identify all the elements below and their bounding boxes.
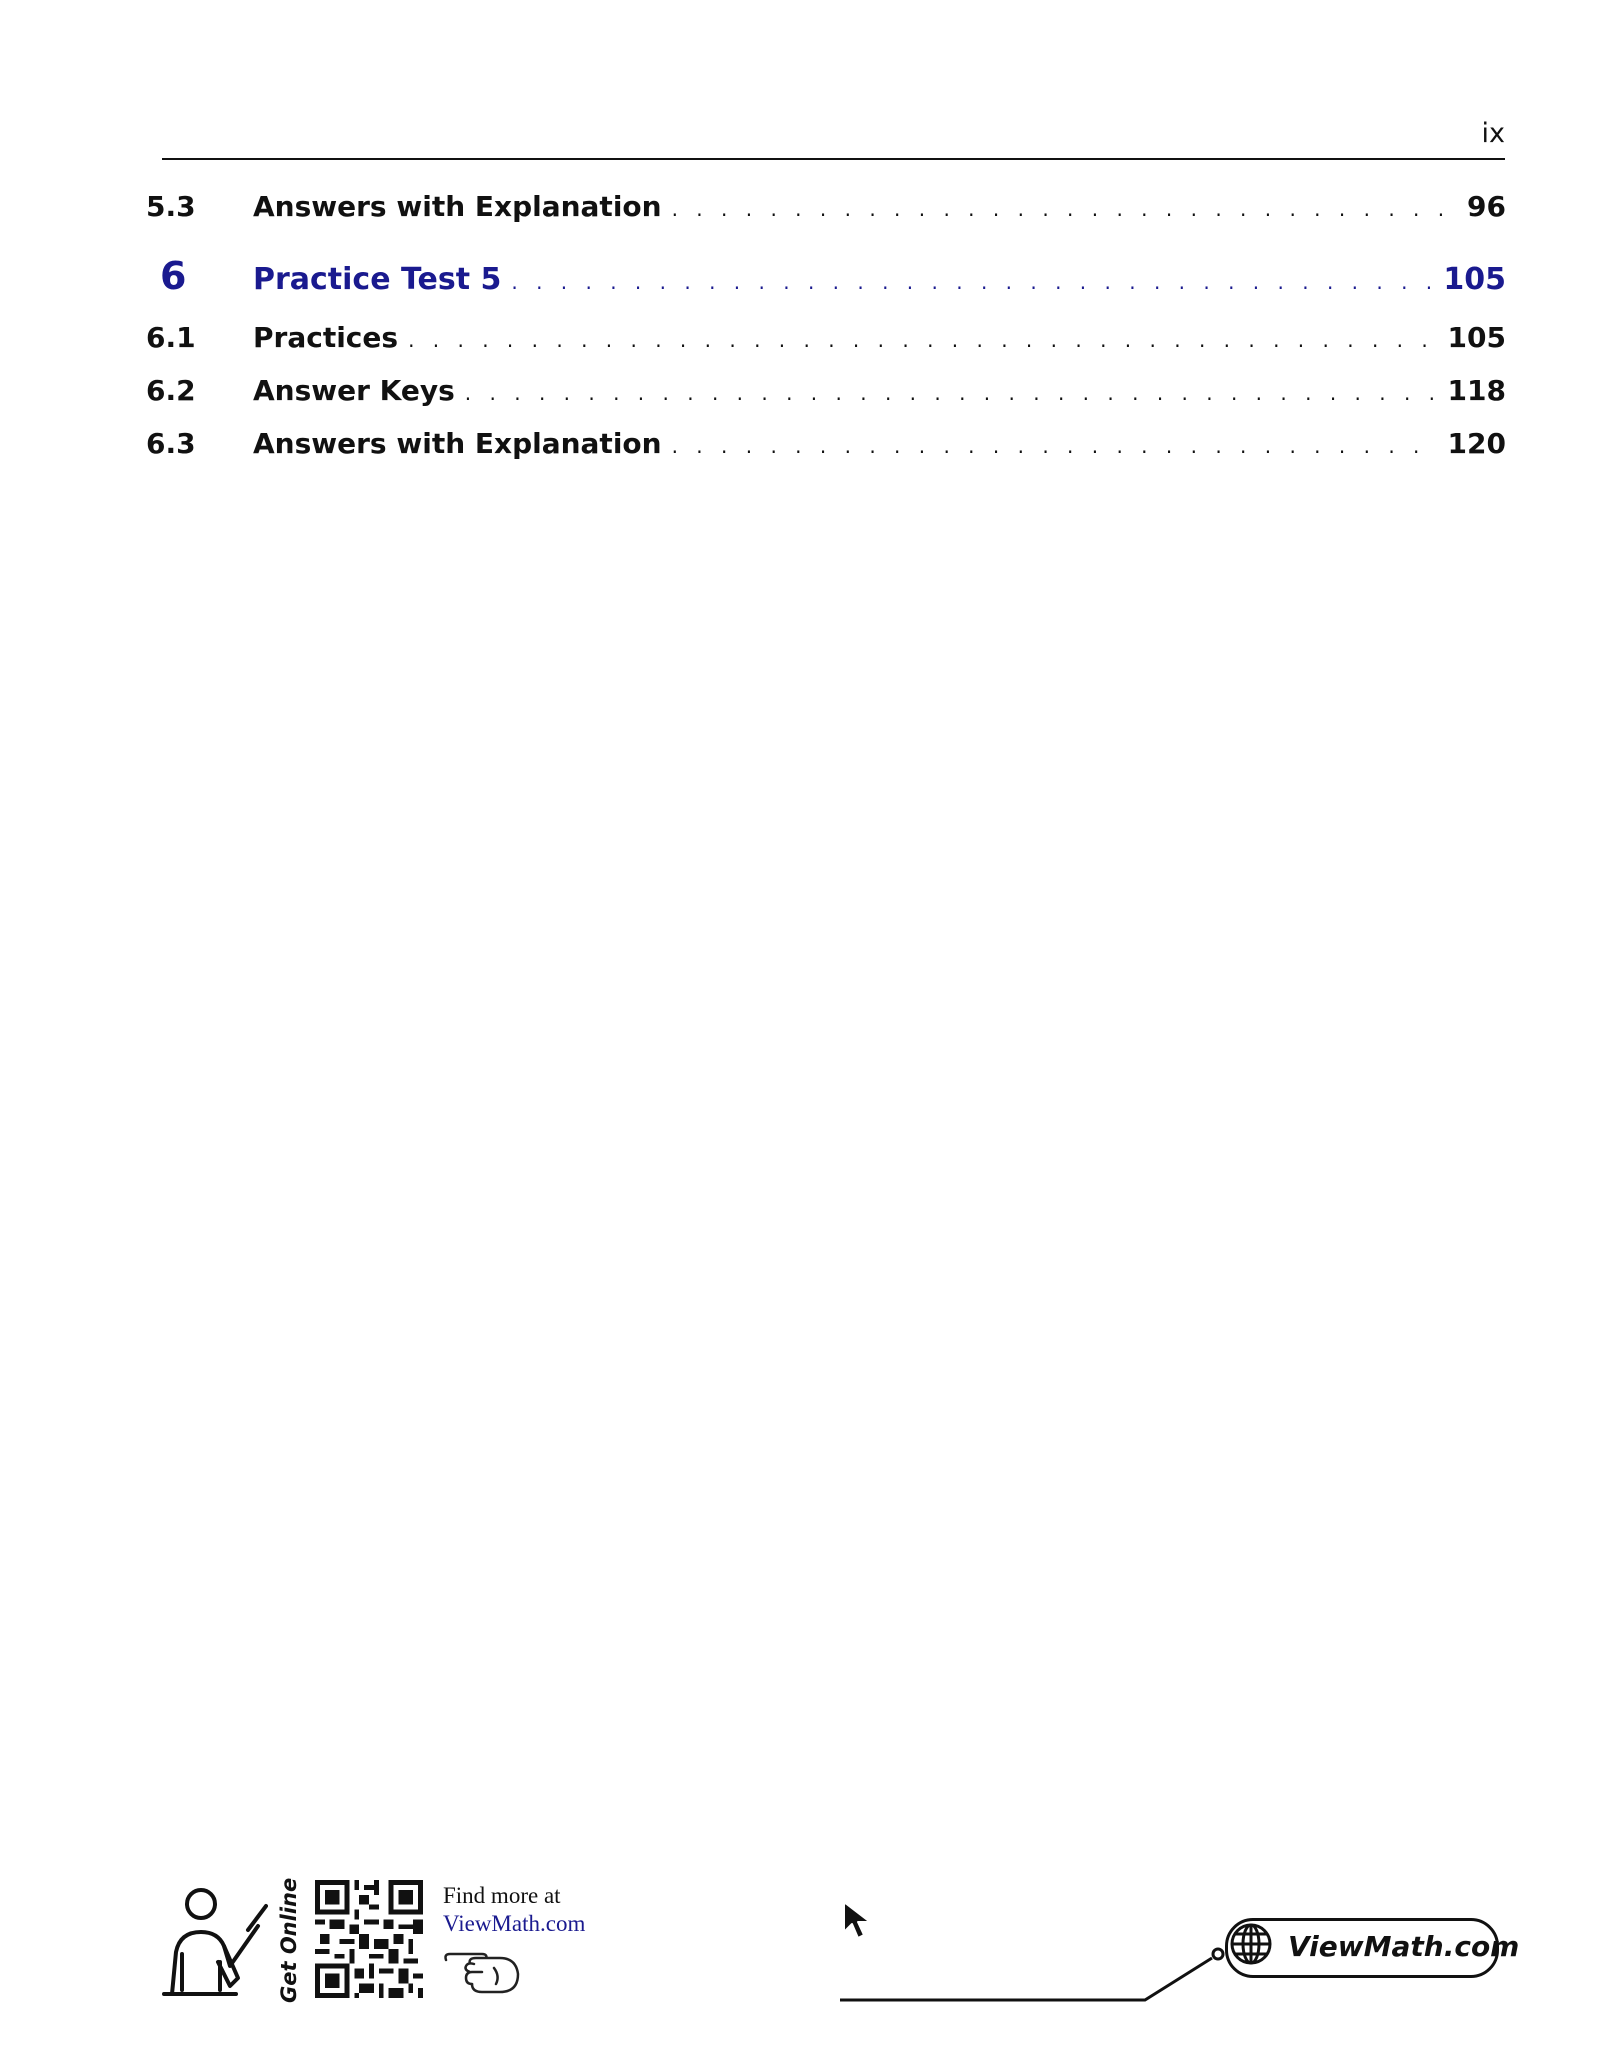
brand-pill[interactable]: [1225, 1918, 1520, 1978]
toc-leader-dots: [465, 367, 1438, 420]
toc-entry-page: 118: [1447, 374, 1506, 407]
qr-code-icon[interactable]: [314, 1880, 424, 1998]
toc-entry-title: Answers with Explanation: [253, 190, 662, 223]
teacher-icon: [158, 1882, 268, 2002]
toc-leader-dots: [511, 239, 1433, 325]
page-number: ix: [1481, 118, 1505, 149]
toc-chapter-entry[interactable]: [146, 233, 1506, 311]
toc-entry-number: 6.1: [146, 321, 196, 354]
toc-chapter-page: 105: [1443, 262, 1506, 297]
get-online-label: Get Online: [277, 1877, 301, 2003]
table-of-contents: [146, 180, 1506, 470]
toc-entry-page: 105: [1447, 321, 1506, 354]
toc-entry-page: 120: [1447, 427, 1506, 460]
toc-entry[interactable]: [146, 180, 1506, 233]
toc-entry-number: 5.3: [146, 190, 196, 223]
toc-chapter-number: 6: [160, 254, 187, 298]
toc-entry[interactable]: [146, 311, 1506, 364]
find-more-label: Find more at: [443, 1883, 561, 1908]
cursor-icon: [840, 1900, 876, 1942]
toc-entry-title: Answer Keys: [253, 374, 455, 407]
connector-line: [840, 1900, 1260, 2010]
site-link[interactable]: ViewMath.com: [443, 1911, 586, 1936]
footer-promo: [158, 1876, 598, 2006]
toc-leader-dots: [672, 183, 1457, 236]
toc-entry[interactable]: [146, 417, 1506, 470]
toc-entry-title: Answers with Explanation: [253, 427, 662, 460]
globe-icon: [1228, 1921, 1274, 1967]
toc-leader-dots: [672, 420, 1438, 473]
toc-entry[interactable]: [146, 364, 1506, 417]
brand-name: ViewMath.com: [1288, 1930, 1520, 1963]
toc-entry-title: Practices: [253, 321, 399, 354]
toc-entry-number: 6.2: [146, 374, 196, 407]
toc-chapter-title: Practice Test 5: [253, 262, 502, 297]
pointing-hand-icon: [442, 1946, 522, 1996]
toc-entry-page: 96: [1467, 190, 1506, 223]
footer-brand: [840, 1900, 1520, 2010]
find-more-text: [443, 1882, 585, 1938]
toc-leader-dots: [408, 314, 1437, 367]
header-rule: [162, 158, 1505, 160]
toc-entry-number: 6.3: [146, 427, 196, 460]
